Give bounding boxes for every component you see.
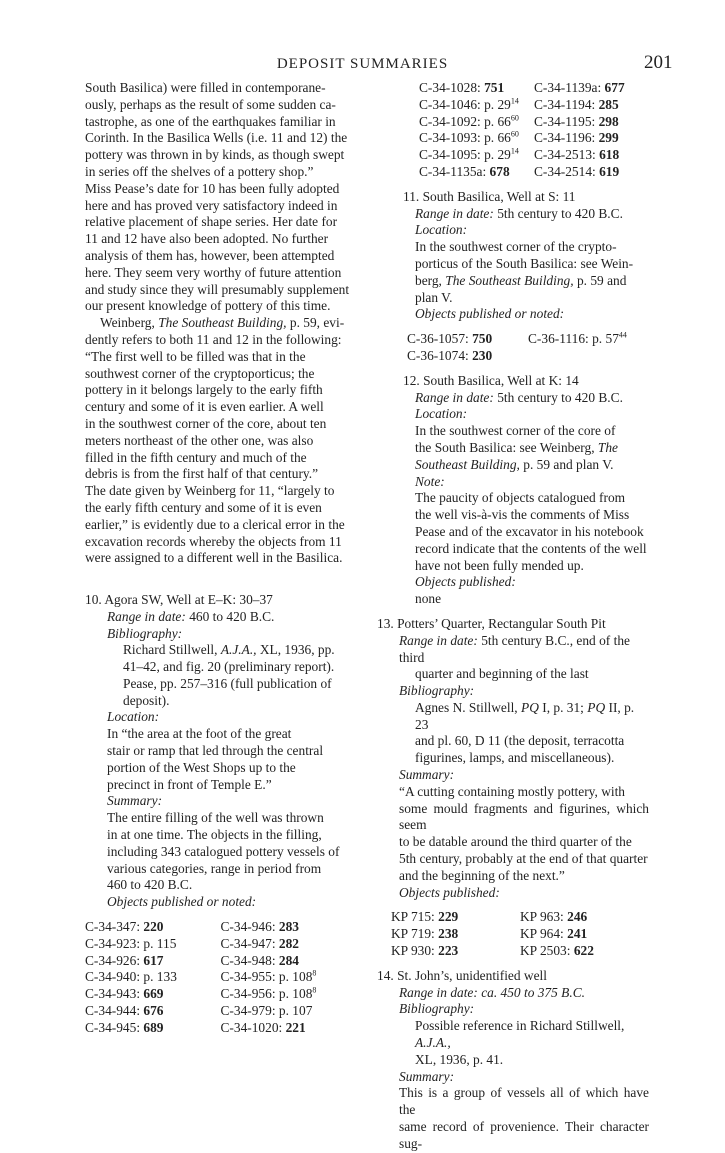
object-entry [534,80,649,97]
text-line: same record of provenience. Their character sug- [399,1119,649,1151]
object-entry [85,953,221,970]
object-id: C-34-955: [220,969,279,985]
object-entry [520,943,649,960]
object-entry [407,348,528,365]
location-line: In the southwest corner of the crypto- [415,239,617,255]
objects-none: none [415,591,442,607]
object-id: C-34-944: [85,1003,144,1019]
text-line: “A cutting containing mostly pottery, with [399,783,625,799]
object-reference: 750 [472,331,493,347]
object-entry [85,986,221,1003]
intro-paragraph [85,80,356,315]
right-column [377,80,649,1153]
footnote-marker: 60 [510,129,519,139]
object-entry [391,909,520,926]
object-reference: 220 [143,919,164,935]
object-entry [419,130,534,147]
object-reference: p. 115 [143,935,177,951]
object-entry [419,164,534,181]
entry-12 [393,373,649,608]
entry-title: 10. Agora SW, Well at E–K: 30–37 [85,591,273,607]
running-header: DEPOSIT SUMMARIES [276,56,449,72]
text-line: in the southwest corner of the core, about ten [85,415,327,431]
footnote-marker: 60 [510,113,519,123]
object-entry [419,114,534,131]
text-line: 5th century, probably at the end of that quarter [399,851,648,867]
object-entry [85,969,221,986]
object-id: C-36-1057: [407,331,473,347]
entry-10 [85,592,356,1037]
text-line: The paucity of objects catalogued from [415,490,626,506]
entry-14 [377,968,649,1153]
object-entry [85,1003,221,1020]
note-text [393,490,649,574]
object-reference: 283 [278,919,299,935]
object-id: C-34-1196: [534,130,599,146]
range-in-date: Range in date: 460 to 420 B.C. [107,608,275,624]
object-id: C-36-1116: [528,331,593,347]
text-line: In “the area at the foot of the great [107,726,292,742]
bibliography-line: XL, 1936, p. 41. [415,1051,504,1067]
footnote-marker: 14 [510,146,519,156]
object-entry [520,926,649,943]
text-line: here. They seem very worthy of future attention [85,264,342,280]
object-id: C-34-945: [85,1019,144,1035]
object-reference: 223 [438,943,459,959]
objects-label: Objects published: [399,884,500,900]
text-line: Corinth. In the Basilica Wells (i.e. 11 and 12) the [85,130,348,146]
object-id: C-34-1020: [220,1019,286,1035]
text-line: portion of the West Shops up to the [107,759,296,775]
location-line: berg, The Southeast Building, p. 59 and [415,272,627,288]
text-line: relative placement of shape series. Her date for [85,214,338,230]
weinberg-quote-lead: Weinberg, The Southeast Building, p. 59, evi- [100,315,345,331]
object-reference: 298 [598,113,619,129]
object-id: C-34-946: [220,919,279,935]
text-line: pottery was thrown in by kinds, as though swept [85,147,345,163]
object-reference: p. 133 [143,969,177,985]
bibliography-line: figurines, lamps, and miscellaneous). [415,750,615,766]
object-reference: 246 [567,909,588,925]
text-line: precinct in front of Temple E.” [107,776,272,792]
object-id: C-34-1195: [534,113,599,129]
object-id: KP 715: [391,909,439,925]
object-reference: 622 [573,943,594,959]
object-id: C-36-1074: [407,347,473,363]
objects-label: Objects published: [415,574,516,590]
object-reference: 241 [567,926,588,942]
location-line: the South Basilica: see Weinberg, The [415,439,618,455]
text-line: in series off the shelves of a pottery shop.” [85,163,314,179]
text-line: our present knowledge of pottery of this time. [85,298,331,314]
location-line: porticus of the South Basilica: see Wein- [415,255,634,271]
text-line: excavation records whereby the objects from 11 [85,533,342,549]
text-line: meters northeast of the other one, was also [85,432,314,448]
object-reference: 619 [599,163,620,179]
object-reference: 751 [484,80,505,95]
text-line: This is a group of vessels all of which have the [399,1085,649,1118]
summary-label: Summary: [399,1068,455,1084]
object-reference: p. 29 [484,96,511,112]
object-id: C-34-956: [220,986,279,1002]
object-reference: 282 [278,935,299,951]
object-entry [221,1020,357,1037]
object-id: C-34-1092: [419,113,485,129]
text-line: pottery in it belongs largely to the early fifth [85,382,323,398]
object-reference: 230 [472,347,493,363]
object-id: KP 719: [391,926,439,942]
text-line: stair or ramp that led through the central [107,743,324,759]
summary-text [85,810,356,894]
location-label: Location: [415,222,468,238]
object-id: C-34-1095: [419,147,485,163]
objects-table [377,909,649,959]
objects-label: Objects published or noted: [107,894,257,910]
location-label: Location: [415,406,468,422]
objects-label: Objects published or noted: [415,306,565,322]
object-entry [534,97,649,114]
object-reference: 676 [143,1003,164,1019]
entry-title: 11. South Basilica, Well at S: 11 [403,188,576,204]
object-entry [221,986,357,1003]
footnote-marker: 8 [312,968,317,978]
object-entry [534,147,649,164]
object-id: KP 964: [520,926,568,942]
object-entry [221,1003,357,1020]
object-id: C-34-1028: [419,80,485,95]
text-line: to be datable around the third quarter of the [399,834,632,850]
left-column [85,80,356,1037]
object-entry [528,331,649,348]
text-line: 11 and 12 have also been adopted. No further [85,231,329,247]
page-number: 201 [644,52,673,73]
objects-table [85,919,356,1037]
object-entry [85,936,221,953]
object-reference: 617 [143,952,164,968]
location-line: In the southwest corner of the core of [415,423,616,439]
object-entry [534,130,649,147]
object-reference: 678 [489,163,510,179]
range-in-date: Range in date: ca. 450 to 375 B.C. [399,984,585,1000]
text-line: record indicate that the contents of the well [415,540,647,556]
objects-table [393,331,649,365]
bibliography-line: deposit). [123,692,170,708]
object-reference: p. 29 [484,147,511,163]
text-line: earlier,” is evidently due to a clerical error in the [85,516,345,532]
text-line: have not been fully mended up. [415,557,584,573]
text-line: The date given by Weinberg for 11, “largely to [85,483,335,499]
text-line: South Basilica) were filled in contemporane- [85,80,326,95]
object-entry [221,919,357,936]
object-id: C-34-979: [220,1003,279,1019]
object-entry [391,943,520,960]
object-id: C-34-947: [220,935,279,951]
text-line: tastrophe, as one of the earthquakes familiar in [85,113,336,129]
text-line: “The first well to be filled was that in the [85,348,306,364]
object-reference: 299 [598,130,619,146]
object-id: KP 930: [391,943,439,959]
object-id: C-34-940: [85,969,144,985]
object-entry [391,926,520,943]
text-line: various categories, range in period from [107,860,322,876]
object-entry [419,97,534,114]
text-line: and the beginning of the next.” [399,867,565,883]
range-in-date: Range in date: 5th century to 420 B.C. [415,389,623,405]
object-id: C-34-1135a: [419,163,490,179]
range-in-date-cont: quarter and beginning of the last [415,666,589,682]
bibliography-line: 41–42, and fig. 20 (preliminary report). [123,659,335,675]
object-id: C-34-926: [85,952,144,968]
object-id: C-34-1046: [419,96,485,112]
footnote-marker: 8 [312,985,317,995]
text-line: dently refers to both 11 and 12 in the following: [85,331,342,347]
entry-title: 13. Potters’ Quarter, Rectangular South Pit [377,615,606,631]
text-line: filled in the fifth century and much of the [85,449,307,465]
object-entry [221,936,357,953]
footnote-marker: 14 [510,96,519,106]
range-in-date: Range in date: 5th century to 420 B.C. [415,205,623,221]
bibliography-label: Bibliography: [107,625,183,641]
text-line: ously, perhaps as the result of some sudden ca- [85,96,336,112]
object-reference: p. 66 [484,113,511,129]
object-reference: 238 [438,926,459,942]
summary-text [377,1085,649,1152]
note-label: Note: [415,473,445,489]
location-line: Southeast Building, p. 59 and plan V. [415,456,614,472]
object-reference: 618 [599,147,620,163]
object-id: C-34-943: [85,986,144,1002]
object-id: KP 2503: [520,943,574,959]
object-reference: 677 [604,80,625,95]
object-entry [407,331,528,348]
object-entry [85,919,221,936]
object-reference: 285 [598,96,619,112]
bibliography-line: Possible reference in Richard Stillwell, A.J.A., [415,1018,625,1051]
footnote-marker: 44 [618,330,627,340]
summary-label: Summary: [107,793,163,809]
object-entry [419,147,534,164]
object-id: C-34-923: [85,935,144,951]
entry-13 [377,616,649,1153]
text-line: The entire filling of the well was thrown [107,810,324,826]
object-entry [221,969,357,986]
text-line: here and has proved very satisfactory indeed in [85,197,338,213]
object-entry [520,909,649,926]
object-reference: p. 108 [278,986,313,1002]
summary-text [377,784,649,885]
objects-table-continued [393,80,649,181]
object-reference: 284 [278,952,299,968]
object-reference: 689 [143,1019,164,1035]
object-id: C-34-2514: [534,163,600,179]
object-id: KP 963: [520,909,568,925]
text-line: some mould fragments and figurines, which seem [399,800,649,833]
bibliography-label: Bibliography: [399,1001,475,1017]
object-id: C-34-1093: [419,130,485,146]
entry-title: 12. South Basilica, Well at K: 14 [403,372,579,388]
object-entry [419,80,534,97]
text-line: in at one time. The objects in the filling, [107,827,322,843]
text-line: and study since they will presumably supplement [85,281,350,297]
location-line: plan V. [415,289,453,305]
object-reference: p. 108 [278,969,313,985]
object-id: C-34-347: [85,919,144,935]
bibliography-label: Bibliography: [399,683,475,699]
range-in-date: Range in date: 5th century B.C., end of the third [399,632,630,665]
text-line: the well vis-à-vis the comments of Miss [415,507,630,523]
object-id: C-34-1194: [534,96,599,112]
object-id: C-34-1139a: [534,80,605,95]
text-line: debris is from the first half of that century.” [85,466,319,482]
text-line: southwest corner of the cryptoporticus; the [85,365,315,381]
bibliography-line: Pease, pp. 257–316 (full publication of [123,675,332,691]
object-reference: p. 57 [592,331,619,347]
text-line: century and some of it is even earlier. A well [85,399,324,415]
object-reference: 221 [285,1019,306,1035]
text-line: 460 to 420 B.C. [107,877,193,893]
weinberg-paragraph [85,332,356,567]
bibliography-line: Agnes N. Stillwell, PQ I, p. 31; PQ II, p. 23 [415,699,635,732]
object-entry [221,953,357,970]
bibliography-line: and pl. 60, D 11 (the deposit, terracotta [415,733,625,749]
entry-title: 14. St. John’s, unidentified well [377,967,547,983]
object-reference: p. 66 [484,130,511,146]
location-label: Location: [107,709,160,725]
text-line: the early fifth century and some of it is even [85,499,322,515]
bibliography-line: Richard Stillwell, A.J.A., XL, 1936, pp. [123,642,335,658]
object-id: C-34-2513: [534,147,600,163]
object-entry [85,1020,221,1037]
summary-label: Summary: [399,767,455,783]
text-line: analysis of them has, however, been attempted [85,247,335,263]
text-line: including 343 catalogued pottery vessels of [107,843,340,859]
object-entry [534,164,649,181]
object-reference: p. 107 [278,1003,313,1019]
text-line: Pease and of the excavator in his notebook [415,523,644,539]
object-reference: 669 [143,986,164,1002]
entry-11 [393,189,649,365]
object-entry [534,114,649,131]
text-line: were assigned to a different well in the Basilica. [85,550,343,566]
object-id: C-34-948: [220,952,279,968]
text-line: Miss Pease’s date for 10 has been fully adopted [85,180,340,196]
object-reference: 229 [438,909,459,925]
location-text [85,726,356,793]
